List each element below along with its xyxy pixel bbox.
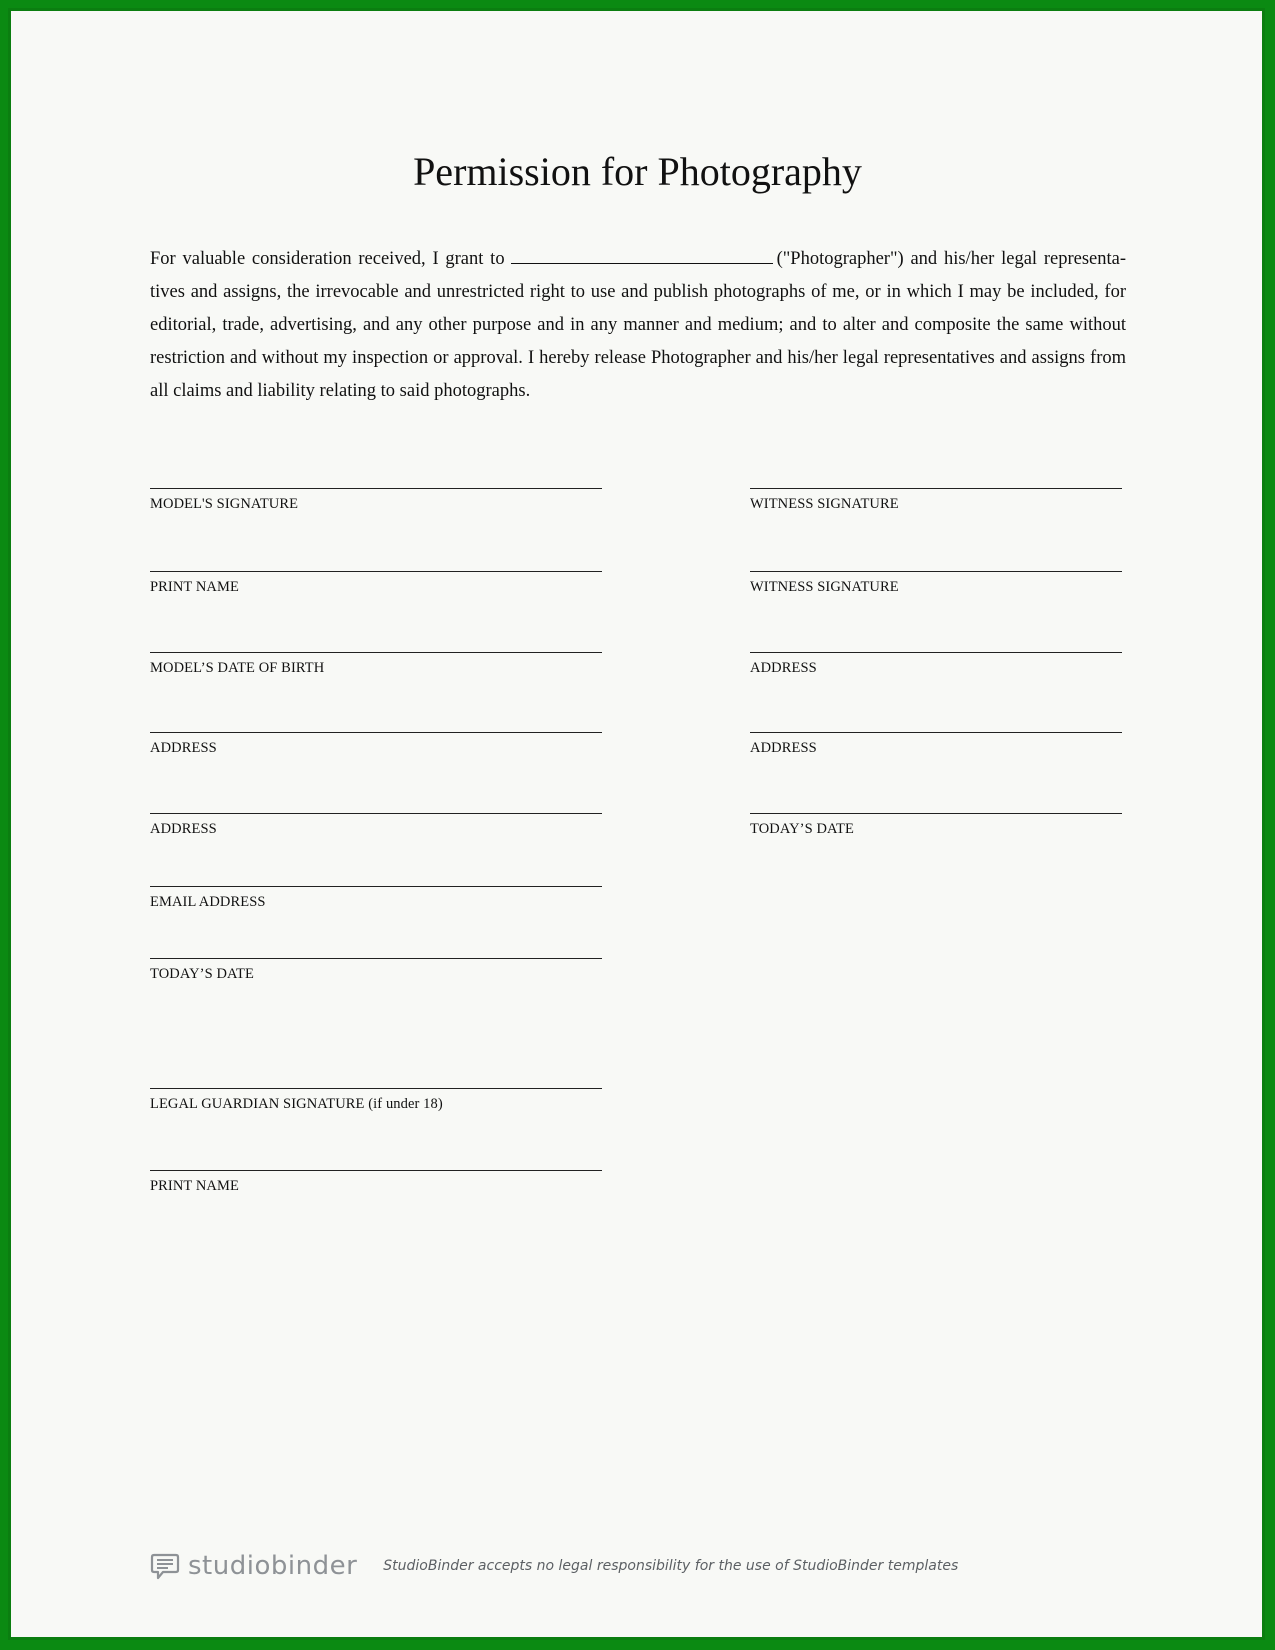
signature-line[interactable] bbox=[150, 1088, 602, 1089]
print-name-field[interactable] bbox=[150, 571, 602, 596]
signature-line[interactable] bbox=[750, 813, 1122, 814]
field-label: MODEL'S SIGNATURE bbox=[150, 496, 299, 512]
signature-line[interactable] bbox=[150, 732, 602, 733]
field-label: ADDRESS bbox=[150, 821, 217, 837]
signature-line[interactable] bbox=[150, 652, 602, 653]
witness-address-field-1[interactable] bbox=[750, 652, 1122, 677]
field-label: WITNESS SIGNATURE bbox=[750, 579, 899, 595]
paragraph-lead: For valuable consideration received, I grant to bbox=[150, 249, 505, 269]
signature-line[interactable] bbox=[750, 488, 1122, 489]
field-label: ADDRESS bbox=[150, 740, 217, 756]
field-label: LEGAL GUARDIAN SIGNATURE (if under 18) bbox=[150, 1096, 443, 1112]
guardian-signature-field[interactable] bbox=[150, 1088, 602, 1113]
signature-line[interactable] bbox=[150, 488, 602, 489]
model-signature-field[interactable] bbox=[150, 488, 602, 513]
witness-signature-field-1[interactable] bbox=[750, 488, 1122, 513]
studiobinder-logo bbox=[188, 1551, 357, 1581]
field-label: PRINT NAME bbox=[150, 579, 239, 595]
release-paragraph bbox=[150, 243, 1126, 408]
logo-text-binder: binder bbox=[270, 1551, 358, 1581]
signature-line[interactable] bbox=[750, 571, 1122, 572]
signature-line[interactable] bbox=[150, 571, 602, 572]
guardian-print-name-field[interactable] bbox=[150, 1170, 602, 1195]
address-field-2[interactable] bbox=[150, 813, 602, 838]
disclaimer-text: StudioBinder accepts no legal responsibility for the use of StudioBinder templates bbox=[383, 1558, 959, 1574]
field-label: EMAIL ADDRESS bbox=[150, 894, 266, 910]
field-label: ADDRESS bbox=[750, 660, 817, 676]
address-field-1[interactable] bbox=[150, 732, 602, 757]
witness-address-field-2[interactable] bbox=[750, 732, 1122, 757]
field-label: TODAY’S DATE bbox=[150, 966, 254, 982]
signature-line[interactable] bbox=[750, 652, 1122, 653]
witness-todays-date-field[interactable] bbox=[750, 813, 1122, 838]
signature-line[interactable] bbox=[150, 958, 602, 959]
field-label: MODEL’S DATE OF BIRTH bbox=[150, 660, 325, 676]
page-title: Permission for Photography bbox=[413, 149, 862, 194]
speech-bubble-icon bbox=[150, 1551, 180, 1581]
witness-signature-field-2[interactable] bbox=[750, 571, 1122, 596]
email-address-field[interactable] bbox=[150, 886, 602, 911]
field-label: ADDRESS bbox=[750, 740, 817, 756]
signature-line[interactable] bbox=[750, 732, 1122, 733]
paragraph-rest: ("Photographer") and his/her legal representa-tives and assigns, the irrevocable and unrestricted right to use and publish photographs of me, or in which I may be included, for editorial, trade, advertising, and any other purpose and in any manner and medium; and to alter and composite the same without restriction and without my inspection or approval. I hereby release Photographer and his/her legal representatives and assigns from all claims and liability relating to said photographs. bbox=[150, 249, 1126, 401]
footer bbox=[150, 1548, 958, 1584]
field-label: WITNESS SIGNATURE bbox=[750, 496, 899, 512]
photographer-blank[interactable] bbox=[511, 245, 773, 264]
signature-line[interactable] bbox=[150, 886, 602, 887]
todays-date-field[interactable] bbox=[150, 958, 602, 983]
signature-line[interactable] bbox=[150, 1170, 602, 1171]
date-of-birth-field[interactable] bbox=[150, 652, 602, 677]
logo-text-studio: studio bbox=[188, 1551, 271, 1581]
signature-line[interactable] bbox=[150, 813, 602, 814]
field-label: TODAY’S DATE bbox=[750, 821, 854, 837]
field-label: PRINT NAME bbox=[150, 1178, 239, 1194]
